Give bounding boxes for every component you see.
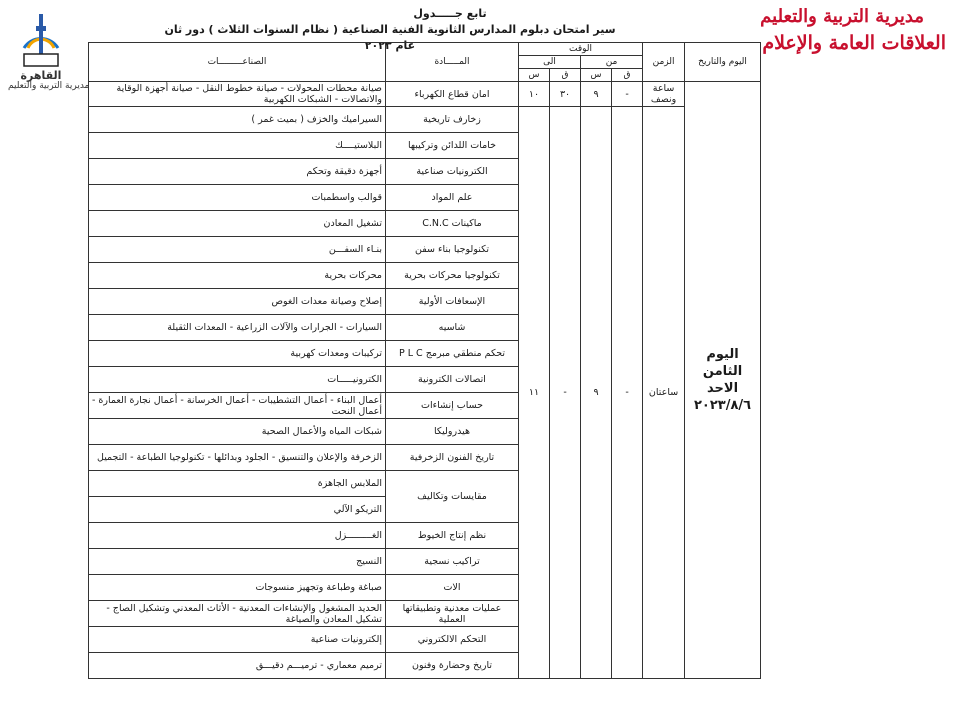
industries-cell: إصلاح وصيانة معدات الغوص [89, 289, 386, 315]
industries-cell: صيانة محطات المحولات - صيانة خطوط النقل - صيانة أجهزة الوقاية والاتصالات - الشبكات الكهربية [89, 82, 386, 107]
subject-cell: تكنولوجيا بناء سفن [386, 237, 519, 263]
industries-cell: الكترونيـــــات [89, 367, 386, 393]
industries-cell: شبكات المياه والأعمال الصحية [89, 419, 386, 445]
subject-cell: تراكيب نسجية [386, 549, 519, 575]
header-industries: الصناعـــــــــات [89, 43, 386, 82]
subject-cell: تحكم منطقي مبرمج P L C [386, 341, 519, 367]
to-hour-cell: ١١ [519, 107, 550, 679]
header-duration: الزمن [643, 43, 685, 82]
industries-cell: صباغة وطباعة وتجهيز منسوجات [89, 575, 386, 601]
subject-cell: امان قطاع الكهرباء [386, 82, 519, 107]
subject-cell: الإسعافات الأولية [386, 289, 519, 315]
subject-cell: زخارف تاريخية [386, 107, 519, 133]
table-row [89, 107, 761, 133]
subject-cell: تكنولوجيا محركات بحرية [386, 263, 519, 289]
day-weekday: الاحد [707, 381, 739, 396]
to-minute-cell: ٣٠ [550, 82, 581, 107]
header-from-minute: ق [612, 69, 643, 82]
subject-cell: مقايسات وتكاليف [386, 471, 519, 523]
industries-cell: التريكو الآلي [89, 497, 386, 523]
heading-line-1: تابع جـــــدول [413, 7, 487, 20]
relations-title: العلاقات العامة والإعلام [762, 32, 946, 54]
industries-cell: أعمال البناء - أعمال التشطيبات - أعمال الخرسانة - أعمال نجارة العمارة - أعمال النحت [89, 393, 386, 419]
exam-schedule-table [88, 42, 761, 679]
day-date: ٢٠٢٣/٨/٦ [693, 398, 752, 413]
industries-cell: الزخرفة والإعلان والتنسيق - الجلود وبدائلها - تكنولوجيا الطباعة - التجميل [89, 445, 386, 471]
header-row [89, 43, 761, 56]
industries-cell: الغـــــــــزل [89, 523, 386, 549]
subject-cell: الات [386, 575, 519, 601]
header-from: من [581, 56, 643, 69]
industries-cell: السيارات - الجرارات والآلات الزراعية - المعدات الثقيلة [89, 315, 386, 341]
industries-cell: أجهزة دقيقة وتحكم [89, 159, 386, 185]
logo-caption: مديرية التربية والتعليم [8, 81, 90, 91]
industries-cell: إلكترونيات صناعية [89, 627, 386, 653]
table-row [89, 82, 761, 107]
header-day: اليوم والتاريخ [685, 43, 761, 82]
to-hour-cell: ١٠ [519, 82, 550, 107]
from-minute-cell: - [612, 82, 643, 107]
day-ordinal: الثامن [702, 364, 743, 379]
subject-cell: عمليات معدنية وتطبيقاتها العملية [386, 601, 519, 627]
subject-cell: نظم إنتاج الخيوط [386, 523, 519, 549]
industries-cell: محركات بحرية [89, 263, 386, 289]
directorate-title: مديرية التربية والتعليم [760, 6, 924, 27]
industries-cell: تركيبات ومعدات كهربية [89, 341, 386, 367]
heading-line-2: سير امتحان دبلوم المدارس الثانوية الفنية الصناعية ( نظام السنوات الثلاث ) دور ثان عام ٢٠٢٣ [164, 23, 616, 52]
header-to-hour: س [519, 69, 550, 82]
subject-cell: حساب إنشاءات [386, 393, 519, 419]
industries-cell: السيراميك والخزف ( بميت غمر ) [89, 107, 386, 133]
header-time: الوقت [519, 43, 643, 56]
from-hour-cell: ٩ [581, 82, 612, 107]
subject-cell: خامات اللدائن وتركيبها [386, 133, 519, 159]
subject-cell: علم المواد [386, 185, 519, 211]
duration-cell: ساعتان [643, 107, 685, 679]
day-label: اليوم [706, 347, 739, 362]
from-hour-cell: ٩ [581, 107, 612, 679]
header-from-hour: س [581, 69, 612, 82]
header-to: الى [519, 56, 581, 69]
subject-cell: شاسيه [386, 315, 519, 341]
public-relations-header [760, 4, 946, 56]
cairo-directorate-logo [8, 8, 90, 100]
subject-cell: ماكينات C.N.C [386, 211, 519, 237]
logo-name: القاهرة [20, 69, 62, 82]
industries-cell: البلاستيــــك [89, 133, 386, 159]
header-to-minute: ق [550, 69, 581, 82]
industries-cell: الحديد المشغول والإنشاءات المعدنية - الأثاث المعدني وتشكيل الصاج - تشكيل المعادن والصياغة [89, 601, 386, 627]
header-subject: المـــــادة [386, 43, 519, 82]
industries-cell: الملابس الجاهزة [89, 471, 386, 497]
to-minute-cell: - [550, 107, 581, 679]
day-cell [685, 82, 761, 679]
industries-cell: ترميم معماري - ترميـــم دقيـــق [89, 653, 386, 679]
subject-cell: هيدروليكا [386, 419, 519, 445]
industries-cell: بنـاء السفـــن [89, 237, 386, 263]
subject-cell: الكترونيات صناعية [386, 159, 519, 185]
subject-cell: اتصالات الكترونية [386, 367, 519, 393]
duration-cell: ساعة ونصف [643, 82, 685, 107]
tower-icon [18, 8, 64, 70]
industries-cell: قوالب واسطمبات [89, 185, 386, 211]
subject-cell: التحكم الالكتروني [386, 627, 519, 653]
industries-cell: النسيج [89, 549, 386, 575]
subject-cell: تاريخ وحضارة وفنون [386, 653, 519, 679]
subject-cell: تاريخ الفنون الزخرفية [386, 445, 519, 471]
from-minute-cell: - [612, 107, 643, 679]
industries-cell: تشغيل المعادن [89, 211, 386, 237]
